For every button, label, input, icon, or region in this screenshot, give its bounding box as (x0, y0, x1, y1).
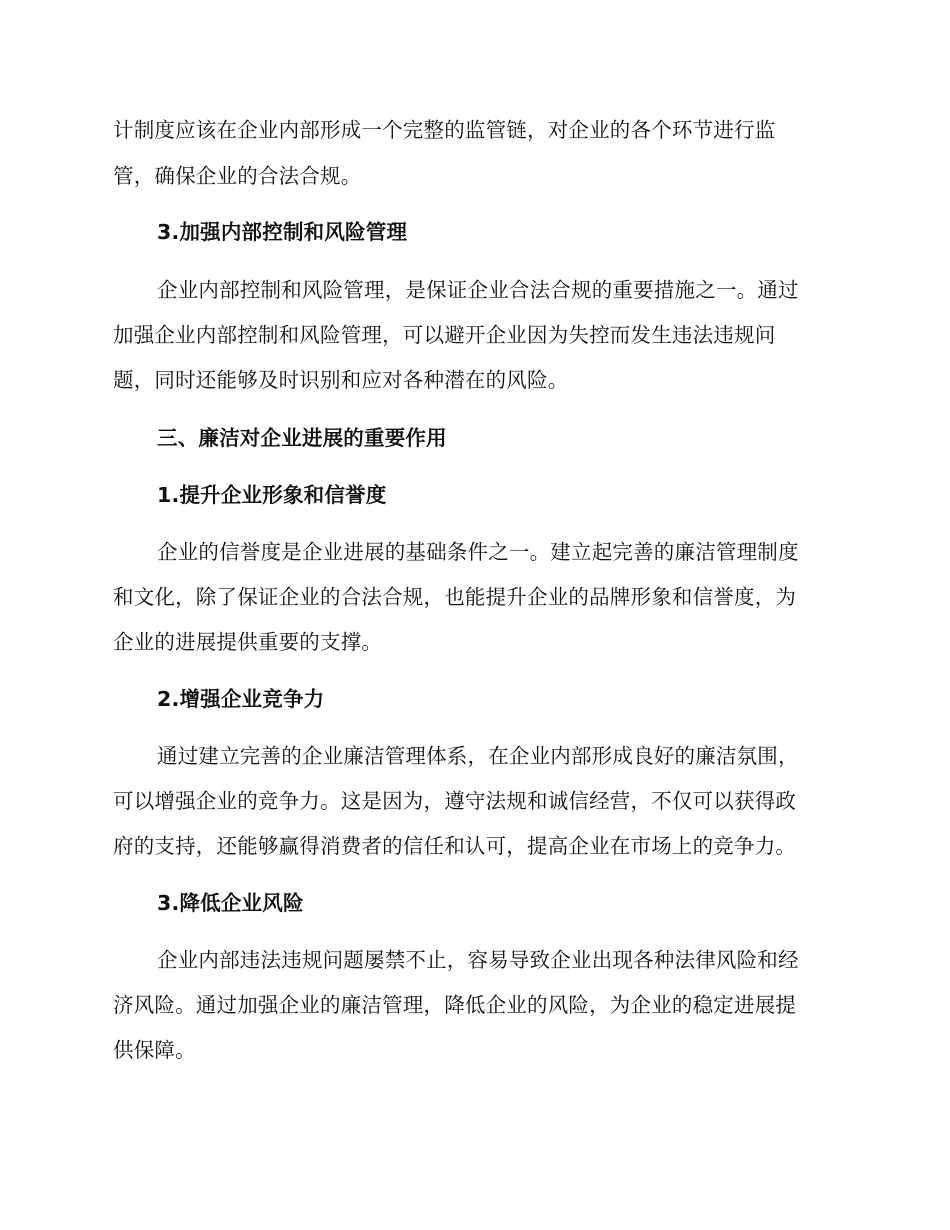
section-heading: 1.提升企业形象和信誉度 (157, 483, 387, 507)
paragraph-line: 府的支持，还能够赢得消费者的信任和认可，提高企业在市场上的竞争力。 (113, 834, 797, 858)
paragraph-line: 题，同时还能够及时识别和应对各种潜在的风险。 (113, 368, 569, 392)
paragraph-line: 企业内部控制和风险管理，是保证企业合法合规的重要措施之一。通过 (157, 278, 799, 302)
section-heading: 3.加强内部控制和风险管理 (157, 220, 408, 244)
paragraph-line: 企业的信誉度是企业进展的基础条件之一。建立起完善的廉洁管理制度 (157, 540, 799, 564)
section-heading: 3.降低企业风险 (157, 891, 304, 915)
paragraph-line: 计制度应该在企业内部形成一个完整的监管链，对企业的各个环节进行监 (113, 118, 776, 142)
paragraph-line: 可以增强企业的竞争力。这是因为，遵守法规和诚信经营，不仅可以获得政 (113, 789, 797, 813)
paragraph-line: 通过建立完善的企业廉洁管理体系，在企业内部形成良好的廉洁氛围， (157, 744, 799, 768)
paragraph-line: 管，确保企业的合法合规。 (113, 164, 362, 188)
paragraph-line: 企业的进展提供重要的支撑。 (113, 630, 383, 654)
paragraph-line: 加强企业内部控制和风险管理，可以避开企业因为失控而发生违法违规问 (113, 323, 776, 347)
paragraph-line: 供保障。 (113, 1038, 196, 1062)
chapter-heading: 三、廉洁对企业进展的重要作用 (157, 426, 447, 450)
section-heading: 2.增强企业竞争力 (157, 687, 325, 711)
paragraph-line: 济风险。通过加强企业的廉洁管理，降低企业的风险，为企业的稳定进展提 (113, 993, 797, 1017)
paragraph-line: 企业内部违法违规问题屡禁不止，容易导致企业出现各种法律风险和经 (157, 948, 799, 972)
paragraph-line: 和文化，除了保证企业的合法合规，也能提升企业的品牌形象和信誉度，为 (113, 585, 797, 609)
